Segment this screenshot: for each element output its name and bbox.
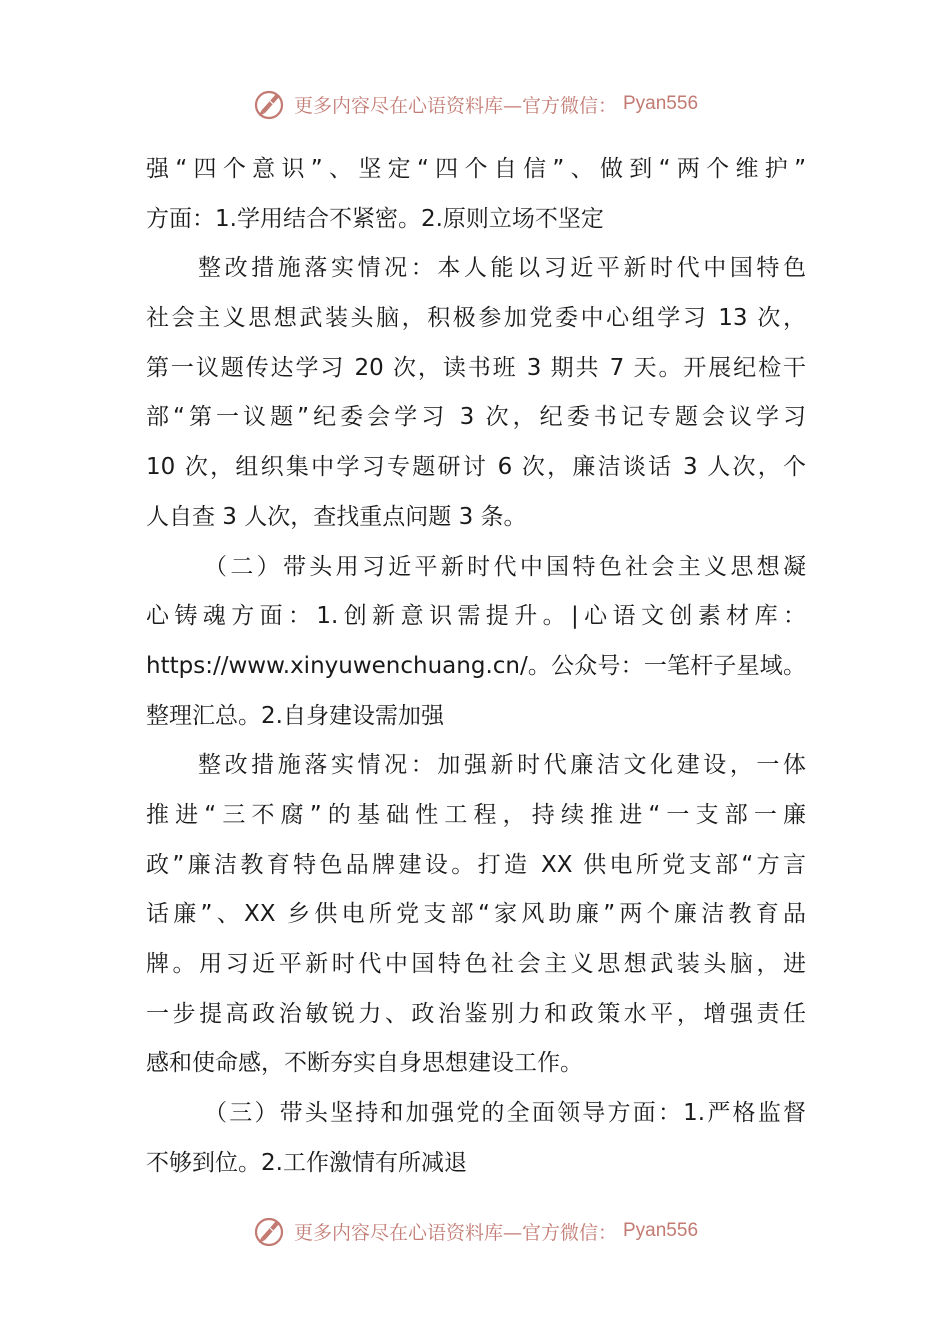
pen-circle-logo-icon	[252, 1213, 288, 1249]
text-line-url: https://www.xinyuwenchuang.cn/。公众号：一笔杆子星域。	[146, 652, 806, 679]
text-line: 强“四个意识”、坚定“四个自信”、做到“两个维护”	[146, 156, 806, 182]
text-line: 推进“三不腐”的基础性工程，持续推进“一支部一廉	[146, 801, 806, 828]
text-line: 不够到位。2.工作激情有所减退	[146, 1149, 467, 1176]
text-line: 10 次，组织集中学习专题研讨 6 次，廉洁谈话 3 人次，个	[146, 454, 806, 481]
header-banner	[0, 84, 950, 124]
document-body	[146, 145, 806, 1188]
text-line: 社会主义思想武装头脑，积极参加党委中心组学习 13 次，	[146, 305, 806, 332]
text-line: 整改措施落实情况：加强新时代廉洁文化建设，一体	[198, 752, 806, 779]
text-line: 整改措施落实情况：本人能以习近平新时代中国特色	[198, 255, 806, 282]
header-banner-text: 更多内容尽在心语资料库—官方微信：	[293, 94, 617, 117]
text-line: 心铸魂方面：1.创新意识需提升。|心语文创素材库：	[146, 603, 806, 630]
footer-banner-contact: Pyan556	[623, 1220, 699, 1241]
text-line: 第一议题传达学习 20 次，读书班 3 期共 7 天。开展纪检干	[146, 354, 806, 381]
text-line: 一步提高政治敏锐力、政治鉴别力和政策水平，增强责任	[146, 1000, 806, 1027]
text-line: 话廉”、XX 乡供电所党支部“家风助廉”两个廉洁教育品	[146, 901, 806, 928]
footer-banner	[0, 1211, 950, 1251]
text-line: 政”廉洁教育特色品牌建设。打造 XX 供电所党支部“方言	[146, 851, 806, 878]
text-line: 感和使命感，不断夯实自身思想建设工作。	[146, 1050, 583, 1077]
text-line: 牌。用习近平新时代中国特色社会主义思想武装头脑，进	[146, 951, 806, 977]
text-line: 整理汇总。2.自身建设需加强	[146, 702, 444, 729]
text-line: 人自查 3 人次，查找重点问题 3 条。	[146, 503, 527, 530]
text-line: 方面：1.学用结合不紧密。2.原则立场不坚定	[146, 205, 604, 232]
footer-banner-text: 更多内容尽在心语资料库—官方微信：	[293, 1221, 617, 1244]
header-banner-contact: Pyan556	[623, 93, 699, 114]
pen-circle-logo-icon	[252, 86, 288, 122]
text-line: 部“第一议题”纪委会学习 3 次，纪委书记专题会议学习	[146, 404, 806, 431]
text-line: （二）带头用习近平新时代中国特色社会主义思想凝	[204, 553, 806, 580]
text-line: （三）带头坚持和加强党的全面领导方面：1.严格监督	[204, 1100, 806, 1127]
